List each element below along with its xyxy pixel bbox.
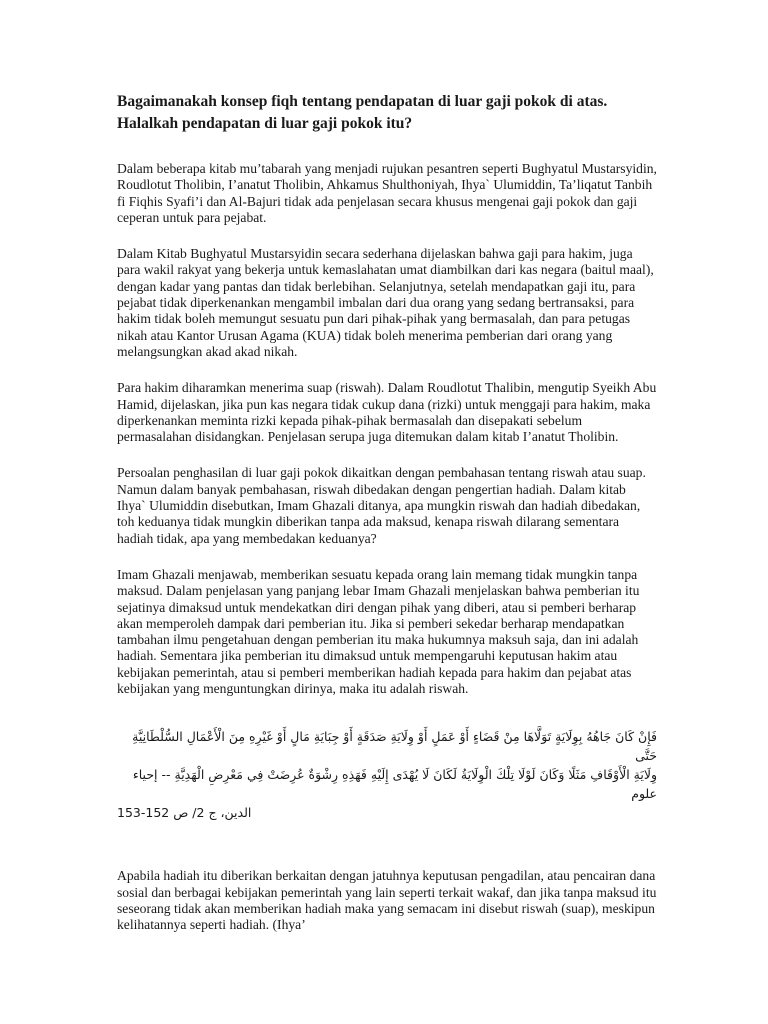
arabic-quote-line-1: فَإِنْ كَانَ جَاهُهُ بِوِلَايَةٍ تَوَلَّاهَا مِنْ قَضَاءٍ أَوْ عَمَلٍ أَوْ وِلَايَةِ صَدَقَةٍ أَوْ جِبَايَةِ مَالٍ أَوْ غَيْرِهِ مِنَ الْأَعْمَالِ السُّلْطَانِيَّةِ حَتَّى: [132, 729, 657, 764]
arabic-quote-line-2: وِلَايَةِ الْأَوْقَافِ مَثَلًا وَكَانَ لَوْلَا تِلْكَ الْوِلَايَةُ لَكَانَ لَا يُهْدَى إِلَيْهِ فَهَذِهِ رِشْوَةٌ عُرِضَتْ فِي مَعْرِضِ الْهَدِيَّةِ -- إحياء علوم: [132, 767, 657, 802]
question-heading: Bagaimanakah konsep fiqh tentang pendapatan di luar gaji pokok di atas. Halalkah pendapatan di luar gaji pokok itu?: [117, 93, 608, 132]
paragraph-jawaban-ghazali: Imam Ghazali menjawab, memberikan sesuatu kepada orang lain memang tidak mungkin tanpa maksud. Dalam penjelasan yang panjang lebar Imam Ghazali menjelaskan bahwa pemberian itu sejatinya dimaksud untuk mendekatkan diri dengan pihak yang diberi, atau si pemberi berharap akan memperoleh dampak dari pemberian itu. Jika si pemberi sekedar berharap mendapatkan tambahan ilmu pengetahuan dengan pemberian itu maka hukumnya maksuh saja, dan ini adalah hadiah. Sementara jika pemberian itu dimaksud untuk mempengaruhi keputusan hakim atau kebijakan pemerintah, atau si pemberi memberikan hadiah kepada para hakim dan pejabat atas kebijakan yang menguntungkan dirinya, maka itu adalah riswah.: [117, 566, 640, 697]
paragraph-closing: Apabila hadiah itu diberikan berkaitan dengan jatuhnya keputusan pengadilan, atau pencairan dana sosial dan berbagai kebijakan pemerintah yang lain seperti terkait wakaf, dan jika tanpa maksud itu seseorang tidak akan memberikan hadiah maka yang semacam ini disebut riswah (suap), meskipun kelihatannya seperti hadiah. (Ihya’: [117, 868, 657, 933]
paragraph-kitab-rujukan: Dalam beberapa kitab mu’tabarah yang menjadi rujukan pesantren seperti Bughyatul Mustarsyidin, Roudlotut Tholibin, I’anatut Tholibin, Ahkamus Shulthoniyah, Ihya` Ulumiddin, Ta’liqatut Tanbih fi Fiqhis Syafi’i dan Al-Bajuri tidak ada penjelasan secara khusus mengenai gaji pokok dan gaji ceperan untuk para pejabat.: [117, 161, 657, 225]
paragraph-bughyatul-mustarsyidin: Dalam Kitab Bughyatul Mustarsyidin secara sederhana dijelaskan bahwa gaji para hakim, juga para wakil rakyat yang bekerja untuk kemaslahatan umat diambilkan dari kas negara (baitul maal), dengan kadar yang pantas dan tidak berlebihan. Selanjutnya, setelah mendapatkan gaji itu, para pejabat tidak diperkenankan mengambil imbalan dari dua orang yang sedang bertransaksi, para hakim tidak boleh memungut sesuatu pun dari pihak-pihak yang bermasalah, dan para petugas nikah atau Kantor Urusan Agama (KUA) tidak boleh menerima pemberian dari orang yang melangsungkan akad akad nikah.: [117, 246, 654, 359]
document-page: [117, 91, 657, 954]
paragraph-riswah-hadiah: Persoalan penghasilan di luar gaji pokok dikaitkan dengan pembahasan tentang riswah atau suap. Namun dalam banyak pembahasan, riswah dibedakan dengan pengertian hadiah. Dalam kitab Ihya` Ulumiddin disebutkan, Imam Ghazali ditanya, apa mungkin riswah dan hadiah dibedakan, toh keduanya tidak mungkin diberikan tanpa ada maksud, kenapa riswah dilarang sementara hadiah tidak, apa yang membedakan keduanya?: [117, 465, 646, 546]
paragraph-suap-hakim: Para hakim diharamkan menerima suap (riswah). Dalam Roudlotut Thalibin, mengutip Syeikh Abu Hamid, dijelaskan, jika pun kas negara tidak cukup dana (rizki) untuk menggaji para hakim, maka diperkenankan meminta rizki kepada pihak-pihak bermasalah dan disepakati sebelum permasalahan disidangkan. Penjelasan serupa juga ditemukan dalam kitab I’anatut Tholibin.: [117, 380, 657, 445]
arabic-quotation: [117, 727, 657, 822]
arabic-quote-source: الدين، ج 2/ ص 152-153: [117, 805, 252, 821]
